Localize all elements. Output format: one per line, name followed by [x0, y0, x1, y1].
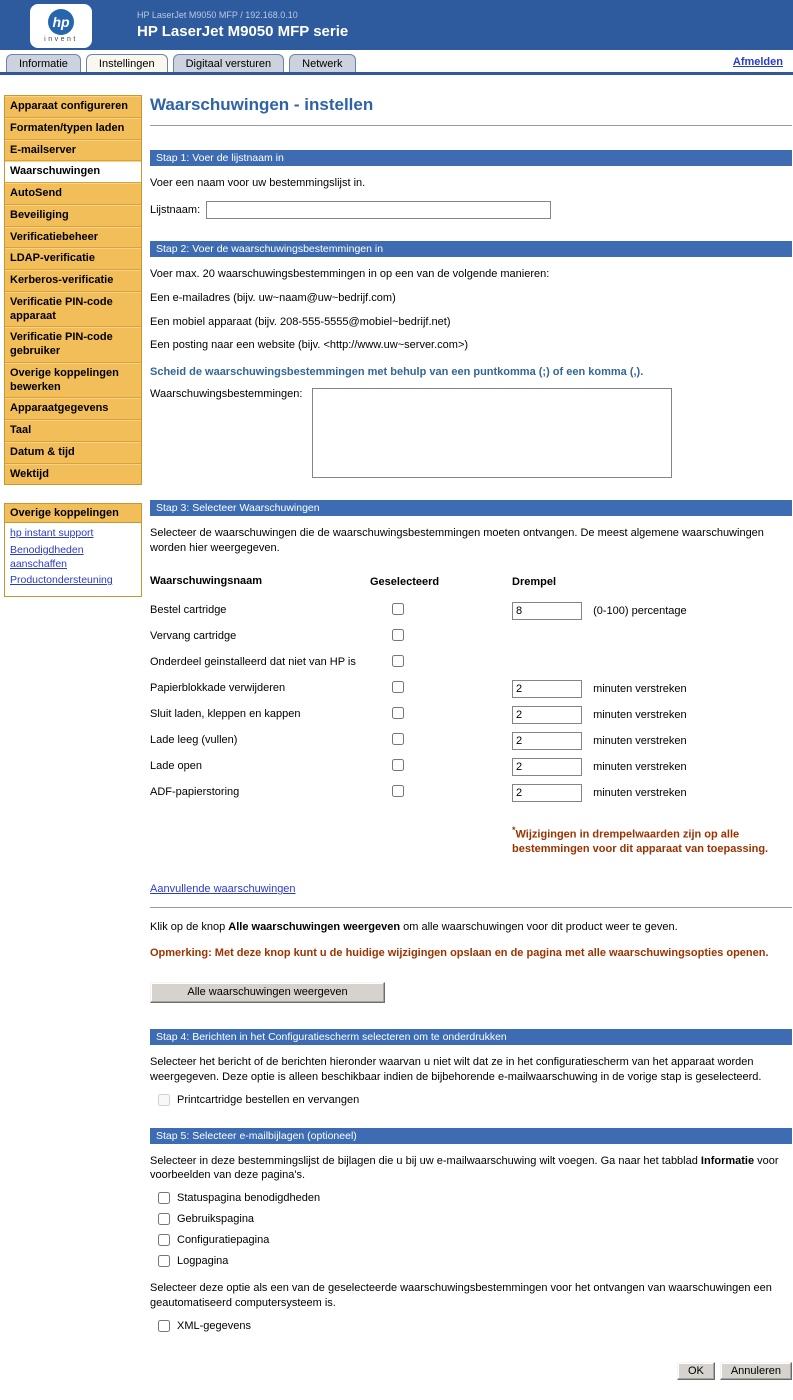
alert-name: Vervang cartridge — [150, 630, 237, 643]
show-all-button-name: Alle waarschuwingen weergeven — [228, 921, 401, 934]
alert-row-vervang-cartridge — [150, 624, 792, 650]
show-all-intro-suffix: om alle waarschuwingen voor dit product weer te geven. — [400, 921, 678, 934]
alert-row-sluit-laden — [150, 702, 792, 728]
alert-name: Sluit laden, kleppen en kappen — [150, 708, 301, 721]
step3-intro: Selecteer de waarschuwingen die de waarschuwingsbestemmingen moeten ontvangen. De meest algemene waarschuwingen worden hier weergegeven. — [150, 527, 764, 555]
alert-checkbox-sluit-laden[interactable] — [392, 707, 404, 719]
note-label: Opmerking: — [150, 947, 212, 960]
threshold-input-sluit-laden[interactable] — [512, 706, 582, 724]
option-label: Statuspagina benodigdheden — [177, 1192, 321, 1205]
show-all-note — [150, 946, 792, 961]
checkbox-printcartridge-bestellen — [158, 1094, 170, 1106]
alert-checkbox-onderdeel-niet-hp[interactable] — [392, 655, 404, 667]
logout-link[interactable]: Afmelden — [732, 55, 783, 68]
column-header-selected: Geselecteerd — [370, 575, 440, 588]
tab-informatie[interactable]: Informatie — [6, 54, 81, 72]
checkbox-logpagina[interactable] — [158, 1255, 170, 1267]
checkbox-xml-gegevens[interactable] — [158, 1320, 170, 1332]
alert-checkbox-adf-papierstoring[interactable] — [392, 785, 404, 797]
sidebar-item-autosend[interactable]: AutoSend — [5, 183, 141, 205]
alert-row-lade-open — [150, 754, 792, 780]
alert-name: Lade leeg (vullen) — [150, 734, 238, 747]
sidebar-item-verificatiebeheer[interactable]: Verificatiebeheer — [5, 227, 141, 249]
sidebar-item-overige-koppelingen-bewerken[interactable]: Overige koppelingen bewerken — [5, 363, 141, 399]
alert-checkbox-papierblokkade[interactable] — [392, 681, 404, 693]
column-header-name: Waarschuwingsnaam — [150, 575, 263, 588]
tab-bar — [0, 50, 793, 75]
list-name-row — [150, 201, 792, 219]
link-hp-instant-support[interactable]: hp instant support — [10, 527, 94, 540]
alert-table — [150, 572, 792, 806]
option-xml-gegevens — [158, 1320, 792, 1332]
sidebar-item-formaten-typen-laden[interactable]: Formaten/typen laden — [5, 118, 141, 140]
sidebar — [4, 95, 142, 597]
alert-checkbox-vervang-cartridge[interactable] — [392, 629, 404, 641]
step2-example-website: Een posting naar een website (bijv. <http://www.uw~server.com>) — [150, 339, 469, 352]
sidebar-item-verificatie-pin-code-gebruiker[interactable]: Verificatie PIN-code gebruiker — [5, 327, 141, 363]
threshold-unit: (0-100) percentage — [593, 604, 687, 617]
alert-row-lade-leeg — [150, 728, 792, 754]
alert-row-adf-papierstoring — [150, 780, 792, 806]
step2-separator-note: Scheid de waarschuwingsbestemmingen met behulp van een puntkomma (;) of een komma (,). — [150, 366, 644, 379]
option-configuratiepagina — [158, 1234, 792, 1246]
page-title: Waarschuwingen - instellen — [150, 95, 374, 114]
checkbox-gebruikspagina[interactable] — [158, 1213, 170, 1225]
sidebar-item-ldap-verificatie[interactable]: LDAP-verificatie — [5, 248, 141, 270]
sidebar-item-datum-tijd[interactable]: Datum & tijd — [5, 442, 141, 464]
header — [0, 0, 793, 50]
step5-header-bar: Stap 5: Selecteer e-mailbijlagen (optioneel) — [150, 1128, 792, 1144]
ok-button[interactable]: OK — [677, 1362, 715, 1380]
alert-checkbox-lade-open[interactable] — [392, 759, 404, 771]
option-label: Logpagina — [177, 1255, 229, 1268]
step5-intro-bold: Informatie — [700, 1154, 755, 1167]
option-gebruikspagina — [158, 1213, 792, 1225]
checkbox-statuspagina-benodigdheden[interactable] — [158, 1192, 170, 1204]
destinations-label: Waarschuwingsbestemmingen: — [150, 388, 303, 401]
other-links-body — [5, 523, 141, 596]
hp-logo-icon — [48, 9, 74, 35]
threshold-note — [512, 824, 792, 857]
threshold-input-adf-papierstoring[interactable] — [512, 784, 582, 802]
main-content — [150, 95, 792, 1388]
alert-destinations-textarea[interactable] — [312, 388, 672, 478]
step5-intro-suffix: voor voorbeelden van deze pagina's. — [150, 1154, 779, 1182]
cancel-button[interactable]: Annuleren — [720, 1362, 792, 1380]
option-logpagina — [158, 1255, 792, 1267]
show-all-intro-prefix: Klik op de knop — [150, 921, 229, 934]
threshold-input-papierblokkade[interactable] — [512, 680, 582, 698]
threshold-unit: minuten verstreken — [593, 760, 687, 773]
sidebar-item-kerberos-verificatie[interactable]: Kerberos-verificatie — [5, 270, 141, 292]
sidebar-item-beveiliging[interactable]: Beveiliging — [5, 205, 141, 227]
alert-checkbox-bestel-cartridge[interactable] — [392, 603, 404, 615]
option-label: Configuratiepagina — [177, 1234, 270, 1247]
hp-logo-text: hp — [52, 14, 70, 30]
header-titles — [137, 10, 348, 40]
additional-alerts-link[interactable]: Aanvullende waarschuwingen — [150, 883, 296, 896]
option-label: Printcartridge bestellen en vervangen — [177, 1093, 360, 1106]
tab-instellingen[interactable]: Instellingen — [86, 54, 168, 72]
alert-row-bestel-cartridge — [150, 598, 792, 624]
sidebar-nav — [4, 95, 142, 485]
sidebar-item-waarschuwingen[interactable]: Waarschuwingen — [5, 161, 141, 183]
option-statuspagina — [158, 1192, 792, 1204]
step3-header-bar: Stap 3: Selecteer Waarschuwingen — [150, 500, 792, 516]
hp-logo-invent: invent — [44, 36, 78, 43]
threshold-unit: minuten verstreken — [593, 682, 687, 695]
threshold-input-bestel-cartridge[interactable] — [512, 602, 582, 620]
step1-header-bar: Stap 1: Voer de lijstnaam in — [150, 150, 792, 166]
sidebar-item-verificatie-pin-code-apparaat[interactable]: Verificatie PIN-code apparaat — [5, 292, 141, 328]
alert-row-onderdeel-niet-hp — [150, 650, 792, 676]
title-rule — [150, 125, 792, 126]
option-label: XML-gegevens — [177, 1320, 251, 1332]
option-label: Gebruikspagina — [177, 1213, 255, 1226]
tab-netwerk[interactable]: Netwerk — [289, 54, 355, 72]
divider-rule — [150, 907, 792, 908]
threshold-unit: minuten verstreken — [593, 708, 687, 721]
xml-intro: Selecteer deze optie als een van de geselecteerde waarschuwingsbestemmingen voor het ontvangen van waarschuwingen een geautomatiseerd computersysteem is. — [150, 1282, 772, 1310]
threshold-input-lade-leeg[interactable] — [512, 732, 582, 750]
step2-header-bar: Stap 2: Voer de waarschuwingsbestemmingen in — [150, 241, 792, 257]
alert-name: Papierblokkade verwijderen — [150, 682, 286, 695]
alert-name: Bestel cartridge — [150, 604, 227, 617]
threshold-note-text: Wijzigingen in drempelwaarden zijn op alle bestemmingen voor dit apparaat van toepassing. — [512, 828, 769, 856]
threshold-input-lade-open[interactable] — [512, 758, 582, 776]
step2-intro: Voer max. 20 waarschuwingsbestemmingen in op een van de volgende manieren: — [150, 267, 550, 280]
list-name-input[interactable] — [206, 201, 551, 219]
other-links-title: Overige koppelingen — [5, 504, 141, 523]
step2-example-mobile: Een mobiel apparaat (bijv. 208-555-5555@mobiel~bedrijf.net) — [150, 315, 451, 328]
threshold-unit: minuten verstreken — [593, 786, 687, 799]
sidebar-item-apparaatgegevens[interactable]: Apparaatgegevens — [5, 398, 141, 420]
alert-checkbox-lade-leeg[interactable] — [392, 733, 404, 745]
sidebar-item-wektijd[interactable]: Wektijd — [5, 464, 141, 485]
sidebar-item-apparaat-configureren[interactable]: Apparaat configureren — [5, 96, 141, 118]
checkbox-configuratiepagina[interactable] — [158, 1234, 170, 1246]
alert-row-papierblokkade — [150, 676, 792, 702]
show-all-intro — [150, 920, 792, 935]
list-name-label: Lijstnaam: — [150, 203, 201, 216]
step1-intro: Voer een naam voor uw bestemmingslijst in. — [150, 177, 366, 189]
footer-buttons — [150, 1362, 792, 1388]
step2-example-email: Een e-mailadres (bijv. uw~naam@uw~bedrijf.com) — [150, 291, 396, 304]
tab-digitaal-versturen[interactable]: Digitaal versturen — [173, 54, 285, 72]
alert-name: ADF-papierstoring — [150, 786, 240, 799]
alert-name: Onderdeel geinstalleerd dat niet van HP is — [150, 656, 356, 669]
threshold-unit: minuten verstreken — [593, 734, 687, 747]
option-printcartridge — [158, 1094, 792, 1106]
content — [0, 75, 793, 1400]
destinations-row — [150, 388, 792, 478]
step5-intro — [150, 1154, 792, 1184]
link-productondersteuning[interactable]: Productondersteuning — [10, 574, 113, 587]
product-title: HP LaserJet M9050 MFP serie — [137, 23, 349, 40]
step4-header-bar: Stap 4: Berichten in het Configuratiescherm selecteren om te onderdrukken — [150, 1029, 792, 1045]
alert-name: Lade open — [150, 760, 202, 773]
sidebar-item-e-mailserver[interactable]: E-mailserver — [5, 140, 141, 162]
sidebar-item-taal[interactable]: Taal — [5, 420, 141, 442]
threshold-note-asterisk: * — [512, 824, 516, 835]
column-header-threshold: Drempel — [512, 575, 557, 588]
step4-intro: Selecteer het bericht of de berichten hieronder waarvan u niet wilt dat ze in het configuratiescherm van het apparaat worden weergegeven. Deze optie is alleen beschikbaar indien de bijbehorende e-mailwaarschuwing in de vorige stap is geselecteerd. — [150, 1055, 762, 1083]
device-line: HP LaserJet M9050 MFP / 192.168.0.10 — [137, 10, 298, 20]
note-text: Met deze knop kunt u de huidige wijzigingen opslaan en de pagina met alle waarschuwingsopties openen. — [211, 947, 769, 960]
link-benodigdheden-aanschaffen[interactable]: Benodigdheden aanschaffen — [10, 543, 84, 570]
other-links-box — [4, 503, 142, 597]
show-all-alerts-button[interactable]: Alle waarschuwingen weergeven — [150, 982, 385, 1003]
step5-intro-prefix: Selecteer in deze bestemmingslijst de bijlagen die u bij uw e-mailwaarschuwing wilt voegen. Ga naar het tabblad — [150, 1154, 701, 1167]
hp-logo — [30, 4, 92, 48]
alert-table-header — [150, 572, 792, 592]
